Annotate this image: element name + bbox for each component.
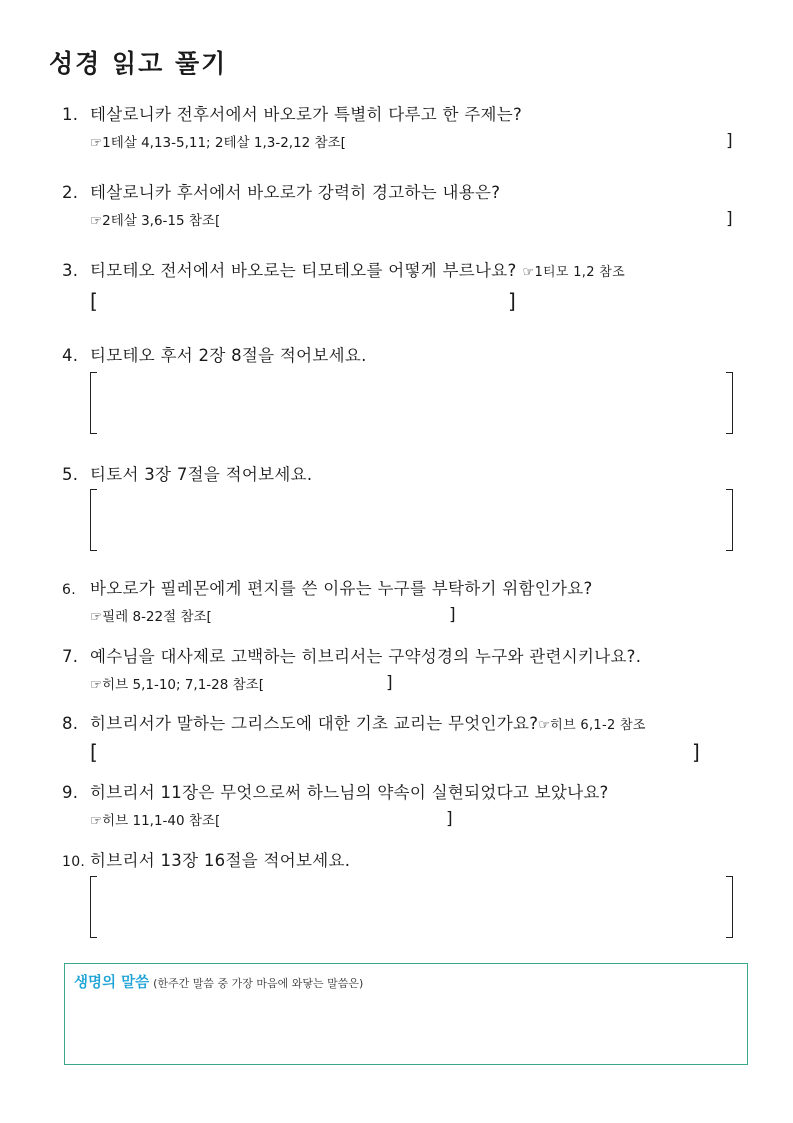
- question-number: 2.: [62, 183, 79, 202]
- reference-text: ☞히브 5,1-10; 7,1-28 참조[: [90, 677, 264, 693]
- word-of-life-title: [74, 971, 363, 992]
- bracket-left: [90, 489, 97, 551]
- question-2-line: [62, 179, 762, 203]
- question-text: 히브리서가 말하는 그리스도에 대한 기초 교리는 무엇인가요?: [90, 714, 539, 733]
- bracket-open: [: [90, 289, 98, 313]
- question-number: 1.: [62, 105, 79, 124]
- bracket-close: ]: [446, 809, 453, 829]
- question-9-line: [62, 779, 762, 803]
- answer-line[interactable]: [90, 740, 762, 768]
- answer-box-10[interactable]: [90, 876, 733, 936]
- answer-line[interactable]: [90, 605, 762, 625]
- question-number: 5.: [62, 465, 79, 484]
- reference-text: ☞1테살 4,13-5,11; 2테살 1,3-2,12 참조[: [90, 135, 346, 151]
- question-number: 10.: [62, 854, 86, 870]
- bracket-right: [726, 876, 733, 938]
- question-8: [62, 710, 762, 768]
- bracket-close: ]: [692, 740, 700, 764]
- question-10: [62, 847, 762, 871]
- question-number: 9.: [62, 783, 79, 802]
- question-5-line: [62, 461, 762, 485]
- question-text: 바오로가 필레몬에게 편지를 쓴 이유는 누구를 부탁하기 위함인가요?: [90, 579, 593, 598]
- bracket-right: [726, 372, 733, 434]
- bracket-left: [90, 372, 97, 434]
- bracket-left: [90, 876, 97, 938]
- question-text: 티모테오 후서 2장 8절을 적어보세요.: [90, 346, 367, 365]
- answer-line[interactable]: [90, 209, 762, 229]
- word-of-life-box[interactable]: [64, 963, 748, 1065]
- question-6: [62, 575, 762, 625]
- answer-line[interactable]: [90, 809, 762, 829]
- question-1: [62, 101, 762, 151]
- question-1-line: [62, 101, 762, 125]
- reference-text: ☞필레 8-22절 참조[: [90, 609, 212, 625]
- reference-text: ☞히브 6,1-2 참조: [538, 718, 646, 733]
- question-number: 3.: [62, 261, 79, 280]
- bracket-close: ]: [386, 673, 393, 693]
- bracket-right: [726, 489, 733, 551]
- question-text: 히브리서 11장은 무엇으로써 하느님의 약속이 실현되었다고 보았나요?: [90, 783, 609, 802]
- question-text: 티모테오 전서에서 바오로는 티모테오를 어떻게 부르나요?: [90, 261, 517, 280]
- answer-box-4[interactable]: [90, 372, 733, 432]
- answer-line[interactable]: [90, 131, 762, 151]
- question-2: [62, 179, 762, 229]
- question-number: 7.: [62, 647, 79, 666]
- question-7-line: [62, 643, 762, 667]
- answer-line[interactable]: [90, 673, 762, 693]
- page-title: 성경 읽고 풀기: [49, 49, 228, 78]
- question-3: [62, 257, 762, 317]
- question-text: 히브리서 13장 16절을 적어보세요.: [90, 851, 351, 870]
- word-of-life-heading: 생명의 말씀: [74, 975, 150, 991]
- question-text: 예수님을 대사제로 고백하는 히브리서는 구약성경의 누구와 관련시키나요?.: [90, 647, 642, 666]
- answer-box-5[interactable]: [90, 489, 733, 549]
- bracket-open: [: [90, 740, 98, 764]
- question-5: [62, 461, 762, 485]
- question-9: [62, 779, 762, 829]
- question-text: 티토서 3장 7절을 적어보세요.: [90, 465, 313, 484]
- question-10-line: [62, 847, 762, 871]
- question-4: [62, 342, 762, 366]
- question-text: 테살로니카 후서에서 바오로가 강력히 경고하는 내용은?: [90, 183, 501, 202]
- bracket-close: ]: [726, 131, 733, 151]
- question-8-line: [62, 710, 762, 734]
- question-text: 테살로니카 전후서에서 바오로가 특별히 다루고 한 주제는?: [90, 105, 523, 124]
- reference-text: ☞1티모 1,2 참조: [522, 265, 625, 280]
- bracket-close: ]: [726, 209, 733, 229]
- question-3-line: [62, 257, 762, 281]
- question-number: 6.: [62, 582, 76, 598]
- bracket-close: ]: [508, 289, 516, 313]
- question-6-line: [62, 575, 762, 599]
- question-7: [62, 643, 762, 693]
- reference-text: ☞2테살 3,6-15 참조[: [90, 213, 221, 229]
- word-of-life-subtitle: (한주간 말씀 중 가장 마음에 와닿는 말씀은): [153, 977, 364, 990]
- bracket-close: ]: [449, 605, 456, 625]
- question-number: 8.: [62, 714, 79, 733]
- question-4-line: [62, 342, 762, 366]
- answer-line[interactable]: [90, 289, 762, 317]
- reference-text: ☞히브 11,1-40 참조[: [90, 813, 221, 829]
- question-number: 4.: [62, 346, 79, 365]
